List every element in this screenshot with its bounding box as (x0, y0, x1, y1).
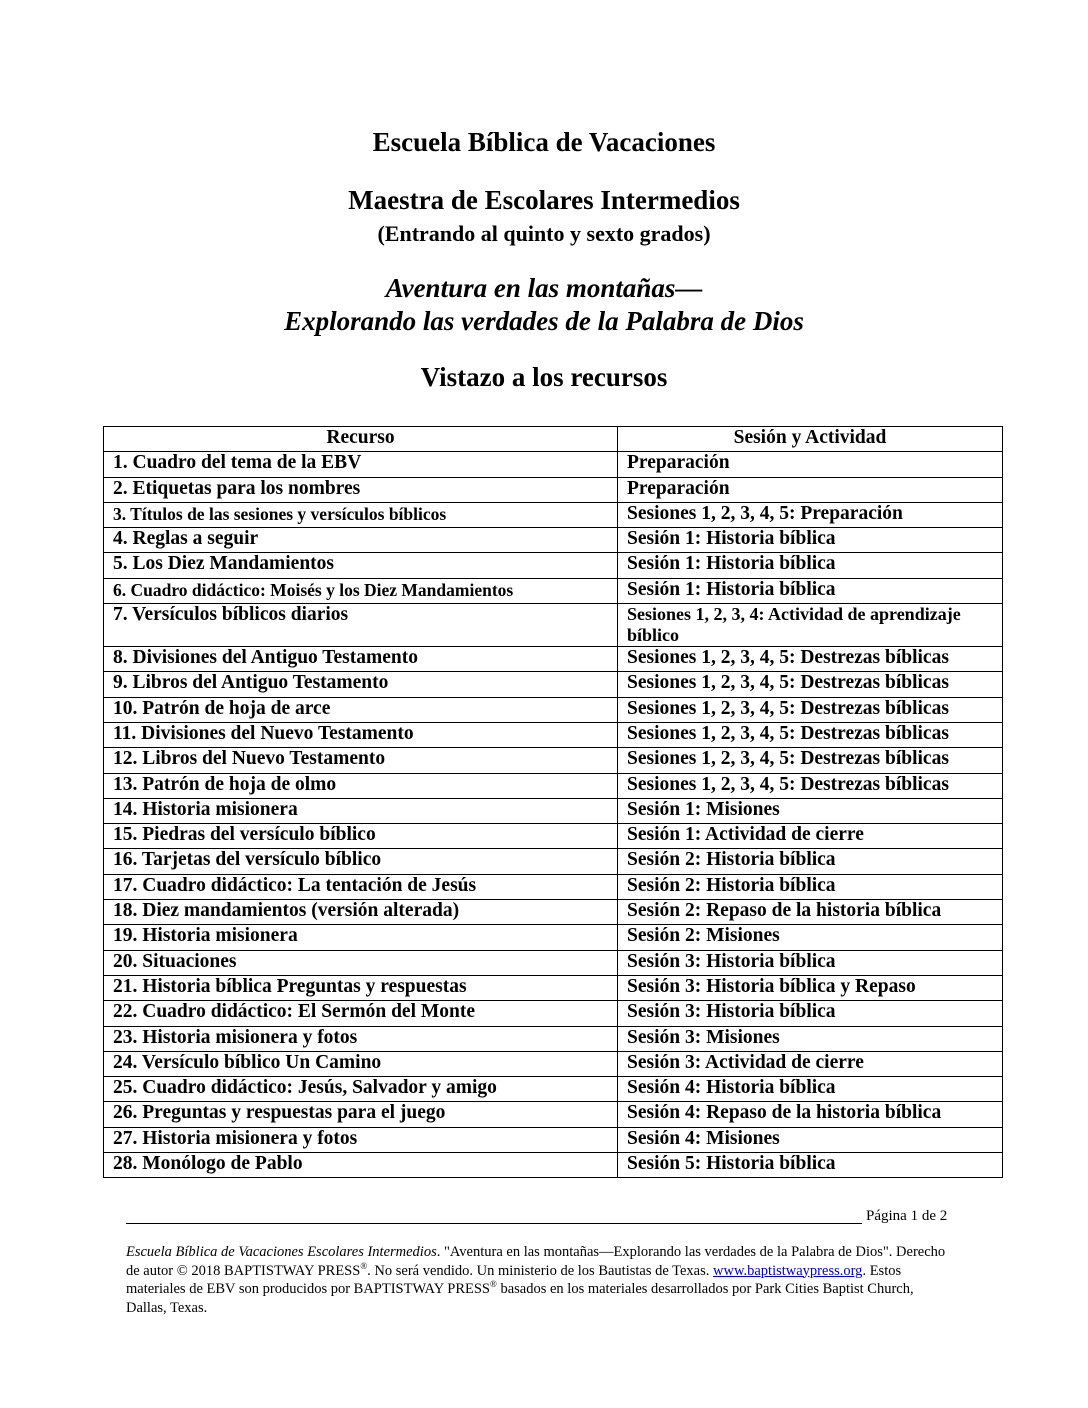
document-subtitle: Maestra de Escolares Intermedios (348, 185, 740, 215)
resource-cell: 27. Historia misionera y fotos (104, 1127, 618, 1152)
resource-cell: 28. Monólogo de Pablo (104, 1153, 618, 1178)
table-row (104, 824, 1003, 849)
resource-cell: 11. Divisiones del Nuevo Testamento (104, 722, 618, 747)
footer-text-4: basados en los materiales desarrollados por Park Cities Baptist Church, Dallas, Texas. (126, 1281, 914, 1316)
resource-cell: 14. Historia misionera (104, 798, 618, 823)
table-row (104, 477, 1003, 502)
session-activity-cell: Sesión 4: Repaso de la historia bíblica (618, 1102, 1003, 1127)
resource-cell: 17. Cuadro didáctico: La tentación de Jesús (104, 874, 618, 899)
resource-cell: 13. Patrón de hoja de olmo (104, 773, 618, 798)
session-activity-cell: Sesión 2: Historia bíblica (618, 849, 1003, 874)
resource-cell: 24. Versículo bíblico Un Camino (104, 1051, 618, 1076)
footer-copyright (126, 1243, 946, 1317)
table-row (104, 1127, 1003, 1152)
session-activity-cell: Sesión 3: Actividad de cierre (618, 1051, 1003, 1076)
resources-table (103, 426, 1003, 1178)
table-row (104, 1102, 1003, 1127)
table-row (104, 925, 1003, 950)
session-activity-cell: Sesión 3: Historia bíblica y Repaso (618, 975, 1003, 1000)
resource-cell: 26. Preguntas y respuestas para el juego (104, 1102, 618, 1127)
resource-cell: 4. Reglas a seguir (104, 528, 618, 553)
resource-cell: 23. Historia misionera y fotos (104, 1026, 618, 1051)
column-header-session: Sesión y Actividad (618, 427, 1003, 452)
session-activity-cell: Preparación (618, 452, 1003, 477)
table-row (104, 849, 1003, 874)
resource-cell: 18. Diez mandamientos (versión alterada) (104, 900, 618, 925)
table-row (104, 604, 1003, 647)
table-row (104, 502, 1003, 527)
session-activity-cell: Sesiones 1, 2, 3, 4, 5: Destrezas bíblicas (618, 722, 1003, 747)
publisher-link[interactable]: www.baptistwaypress.org (713, 1262, 863, 1279)
table-row (104, 950, 1003, 975)
table-row (104, 647, 1003, 672)
table-row (104, 874, 1003, 899)
footer-text-2: . No será vendido. Un ministerio de los Bautistas de Texas. (367, 1262, 710, 1279)
session-activity-cell: Sesiones 1, 2, 3, 4, 5: Preparación (618, 502, 1003, 527)
grades-note: (Entrando al quinto y sexto grados) (377, 221, 711, 246)
session-activity-cell: Sesiones 1, 2, 3, 4, 5: Destrezas bíblicas (618, 697, 1003, 722)
table-row (104, 697, 1003, 722)
session-activity-cell: Sesión 1: Actividad de cierre (618, 824, 1003, 849)
session-activity-cell: Sesión 1: Historia bíblica (618, 528, 1003, 553)
session-activity-cell: Sesión 4: Misiones (618, 1127, 1003, 1152)
document-title: Escuela Bíblica de Vacaciones (372, 127, 716, 157)
registered-mark-2: ® (489, 1279, 497, 1290)
resource-cell: 15. Piedras del versículo bíblico (104, 824, 618, 849)
resource-cell: 10. Patrón de hoja de arce (104, 697, 618, 722)
table-row (104, 722, 1003, 747)
table-row (104, 1026, 1003, 1051)
session-activity-cell: Sesiones 1, 2, 3, 4, 5: Destrezas bíblicas (618, 647, 1003, 672)
resource-cell: 16. Tarjetas del versículo bíblico (104, 849, 618, 874)
session-activity-cell: Sesión 1: Misiones (618, 798, 1003, 823)
footer-text-1: . "Aventura en las montañas—Explorando las verdades de la Palabra de Dios". Derecho de autor © 2018 BAPTISTWAY PRESS (126, 1244, 946, 1279)
resource-cell: 6. Cuadro didáctico: Moisés y los Diez Mandamientos (104, 578, 618, 603)
resource-cell: 12. Libros del Nuevo Testamento (104, 748, 618, 773)
table-body (104, 452, 1003, 1178)
resource-cell: 25. Cuadro didáctico: Jesús, Salvador y amigo (104, 1077, 618, 1102)
session-activity-cell: Sesiones 1, 2, 3, 4, 5: Destrezas bíblicas (618, 672, 1003, 697)
table-row (104, 578, 1003, 603)
table-row (104, 900, 1003, 925)
section-heading: Vistazo a los recursos (420, 362, 668, 392)
resource-cell: 20. Situaciones (104, 950, 618, 975)
resource-cell: 1. Cuadro del tema de la EBV (104, 452, 618, 477)
session-activity-cell: Sesión 5: Historia bíblica (618, 1153, 1003, 1178)
table-header-row (104, 427, 1003, 452)
table-row (104, 773, 1003, 798)
footer-italic-title: Escuela Bíblica de Vacaciones Escolares Intermedios (126, 1244, 437, 1260)
table-row (104, 1001, 1003, 1026)
table-row (104, 1051, 1003, 1076)
table-row (104, 553, 1003, 578)
session-activity-cell: Sesión 2: Misiones (618, 925, 1003, 950)
session-activity-cell: Sesión 3: Historia bíblica (618, 950, 1003, 975)
registered-mark-1: ® (360, 1260, 368, 1271)
resource-cell: 8. Divisiones del Antiguo Testamento (104, 647, 618, 672)
session-activity-cell: Sesión 3: Historia bíblica (618, 1001, 1003, 1026)
session-activity-cell: Sesión 1: Historia bíblica (618, 578, 1003, 603)
table-row (104, 975, 1003, 1000)
table-row (104, 1077, 1003, 1102)
session-activity-cell: Sesión 2: Historia bíblica (618, 874, 1003, 899)
resource-cell: 5. Los Diez Mandamientos (104, 553, 618, 578)
resource-cell: 2. Etiquetas para los nombres (104, 477, 618, 502)
column-header-resource: Recurso (104, 427, 618, 452)
session-activity-cell: Preparación (618, 477, 1003, 502)
resource-cell: 19. Historia misionera (104, 925, 618, 950)
table-row (104, 528, 1003, 553)
session-activity-cell: Sesiones 1, 2, 3, 4: Actividad de aprendizaje bíblico (618, 604, 1003, 647)
resource-cell: 22. Cuadro didáctico: El Sermón del Monte (104, 1001, 618, 1026)
session-activity-cell: Sesión 2: Repaso de la historia bíblica (618, 900, 1003, 925)
table-row (104, 672, 1003, 697)
session-activity-cell: Sesión 3: Misiones (618, 1026, 1003, 1051)
session-activity-cell: Sesión 4: Historia bíblica (618, 1077, 1003, 1102)
session-activity-cell: Sesión 1: Historia bíblica (618, 553, 1003, 578)
resource-cell: 3. Títulos de las sesiones y versículos bíblicos (104, 502, 618, 527)
page-number: Página 1 de 2 (866, 1208, 948, 1224)
theme-line-2: Explorando las verdades de la Palabra de Dios (284, 306, 804, 336)
session-activity-cell: Sesiones 1, 2, 3, 4, 5: Destrezas bíblicas (618, 773, 1003, 798)
table-row (104, 452, 1003, 477)
resource-cell: 21. Historia bíblica Preguntas y respuestas (104, 975, 618, 1000)
table-row (104, 1153, 1003, 1178)
resource-cell: 7. Versículos bíblicos diarios (104, 604, 618, 647)
table-row (104, 748, 1003, 773)
theme-line-1: Aventura en las montañas— (385, 273, 703, 303)
table-row (104, 798, 1003, 823)
resource-cell: 9. Libros del Antiguo Testamento (104, 672, 618, 697)
session-activity-cell: Sesiones 1, 2, 3, 4, 5: Destrezas bíblicas (618, 748, 1003, 773)
footer-rule (126, 1223, 862, 1224)
footer-text-3: . Estos materiales de EBV son producidos por BAPTISTWAY PRESS (126, 1262, 902, 1297)
